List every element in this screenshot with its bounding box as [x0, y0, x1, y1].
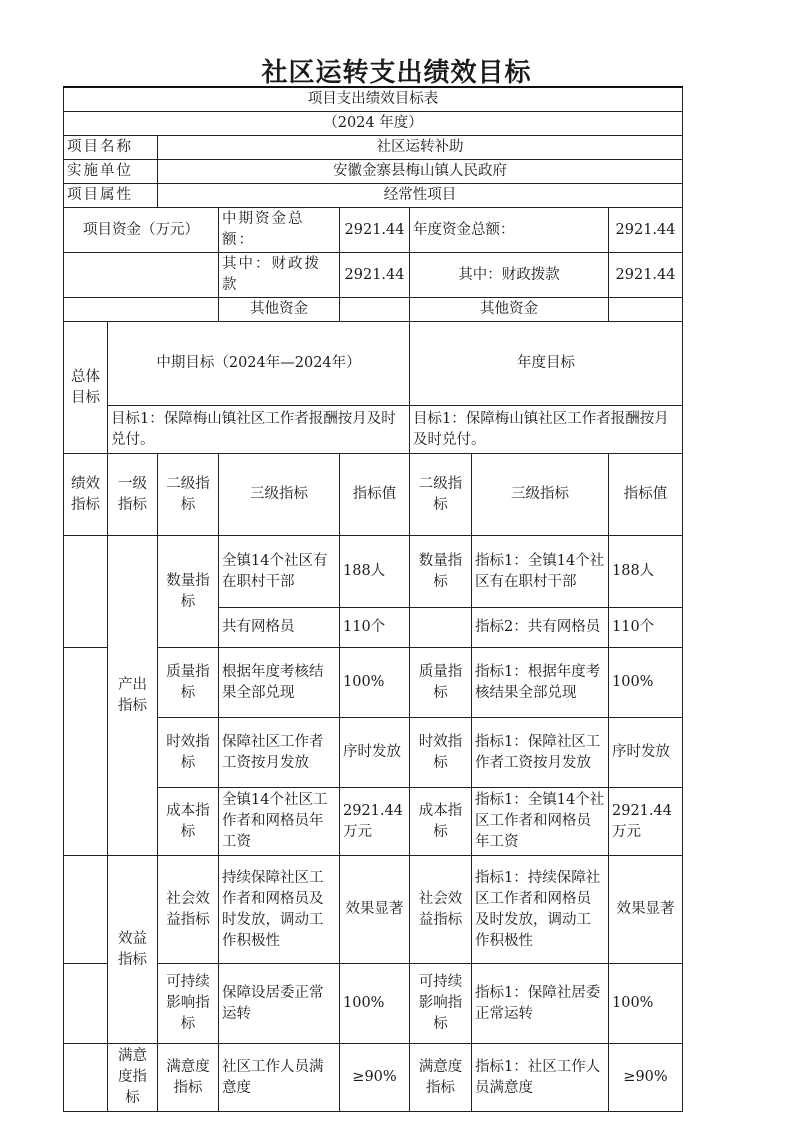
indicator-header-row: [64, 454, 683, 536]
quantity-a-l3: 全镇14个社区有在职村干部: [219, 536, 340, 608]
project-name-row: [64, 136, 683, 160]
quality-y3: 指标1：根据年度考核结果全部兑现: [472, 648, 609, 718]
funds-fiscal-row: [64, 253, 683, 298]
value-header: 指标值: [340, 454, 410, 536]
output-level1: 产出指标: [108, 536, 158, 856]
timeliness-y3: 指标1：保障社区工作者工资按月发放: [472, 718, 609, 788]
table-row: [64, 1044, 683, 1112]
sustain-l3: 保障设居委正常运转: [219, 964, 340, 1044]
year-goal-text: 目标1：保障梅山镇社区工作者报酬按月及时兑付。: [410, 406, 683, 454]
blank-cell: [64, 1044, 108, 1112]
sustain-value: 100%: [340, 964, 410, 1044]
satisfy-yvalue: ≥90%: [609, 1044, 683, 1112]
project-name-value: 社区运转补助: [158, 136, 683, 160]
unit-value: 安徽金寨县梅山镇人民政府: [158, 160, 683, 184]
mid-total-value: 2921.44: [340, 208, 410, 253]
quantity-l2-year: 数量指标: [410, 536, 472, 608]
value-header-year: 指标值: [609, 454, 683, 536]
blank-cell: [64, 536, 108, 648]
level2-header: 二级指标: [158, 454, 219, 536]
blank-cell: [64, 648, 108, 856]
perf-indicator-label: 绩效指标: [64, 454, 108, 536]
blank-cell: [64, 964, 108, 1044]
unit-label: 实施单位: [64, 160, 158, 184]
timeliness-yvalue: 序时发放: [609, 718, 683, 788]
sustain-yvalue: 100%: [609, 964, 683, 1044]
quality-yvalue: 100%: [609, 648, 683, 718]
satisfy-l3: 社区工作人员满意度: [219, 1044, 340, 1112]
attr-value: 经常性项目: [158, 184, 683, 208]
social-l3: 持续保障社区工作者和网格员及时发放，调动工作积极性: [219, 856, 340, 964]
year-other-label: 其他资金: [410, 298, 609, 322]
project-name-label: 项目名称: [64, 136, 158, 160]
satisfy-y3: 指标1：社区工作人员满意度: [472, 1044, 609, 1112]
attr-label: 项目属性: [64, 184, 158, 208]
year-goal-header: 年度目标: [410, 322, 683, 406]
year-other-value: [609, 298, 683, 322]
cost-yvalue: 2921.44万元: [609, 788, 683, 856]
year-label: （2024 年度）: [64, 112, 683, 136]
mid-fiscal-label: 其中：财政拨款: [219, 253, 340, 298]
quality-l3: 根据年度考核结果全部兑现: [219, 648, 340, 718]
funds-total-row: [64, 208, 683, 253]
mid-total-label: 中期资金总额：: [219, 208, 340, 253]
unit-row: [64, 160, 683, 184]
timeliness-value: 序时发放: [340, 718, 410, 788]
cost-l2: 成本指标: [158, 788, 219, 856]
table-title: 项目支出绩效目标表: [64, 87, 683, 112]
level2-header-year: 二级指标: [410, 454, 472, 536]
funds-other-row: [64, 298, 683, 322]
satisfy-l2: 满意度指标: [158, 1044, 219, 1112]
social-l2-year: 社会效益指标: [410, 856, 472, 964]
social-yvalue: 效果显著: [609, 856, 683, 964]
goal-text-row: [64, 406, 683, 454]
sustain-l2-year: 可持续影响指标: [410, 964, 472, 1044]
quality-l2-year: 质量指标: [410, 648, 472, 718]
year-total-value: 2921.44: [609, 208, 683, 253]
quantity-b-yvalue: 110个: [609, 608, 683, 648]
level3-header-year: 三级指标: [472, 454, 609, 536]
cost-value: 2921.44万元: [340, 788, 410, 856]
mid-goal-header: 中期目标（2024年—2024年）: [108, 322, 410, 406]
timeliness-l3: 保障社区工作者工资按月发放: [219, 718, 340, 788]
social-value: 效果显著: [340, 856, 410, 964]
blank-cell: [410, 608, 472, 648]
quantity-b-y3: 指标2：共有网格员: [472, 608, 609, 648]
satisfy-value: ≥90%: [340, 1044, 410, 1112]
cost-l3: 全镇14个社区工作者和网格员年工资: [219, 788, 340, 856]
goal-header-row: [64, 322, 683, 406]
quantity-a-yvalue: 188人: [609, 536, 683, 608]
year-fiscal-label: 其中：财政拨款: [410, 253, 609, 298]
funds-blank-cell-2: [64, 298, 219, 322]
year-fiscal-value: 2921.44: [609, 253, 683, 298]
quantity-b-value: 110个: [340, 608, 410, 648]
table-row: [64, 536, 683, 608]
overall-goal-label: 总体目标: [64, 322, 108, 454]
cost-y3: 指标1：全镇14个社区工作者和网格员年工资: [472, 788, 609, 856]
satisfaction-level1: 满意度指标: [108, 1044, 158, 1112]
page-title: 社区运转支出绩效目标: [261, 58, 532, 88]
level1-header: 一级指标: [108, 454, 158, 536]
mid-other-label: 其他资金: [219, 298, 340, 322]
table-row: [64, 856, 683, 964]
social-l2: 社会效益指标: [158, 856, 219, 964]
sustain-l2: 可持续影响指标: [158, 964, 219, 1044]
satisfy-l2-year: 满意度指标: [410, 1044, 472, 1112]
sustain-y3: 指标1：保障社居委正常运转: [472, 964, 609, 1044]
quantity-b-l3: 共有网格员: [219, 608, 340, 648]
mid-other-value: [340, 298, 410, 322]
blank-cell: [64, 856, 108, 964]
funds-label: 项目资金（万元）: [64, 208, 219, 253]
level3-header: 三级指标: [219, 454, 340, 536]
social-y3: 指标1：持续保障社区工作者和网格员及时发放，调动工作积极性: [472, 856, 609, 964]
year-row: [64, 112, 683, 136]
cost-l2-year: 成本指标: [410, 788, 472, 856]
benefit-level1: 效益指标: [108, 856, 158, 1044]
mid-goal-text: 目标1：保障梅山镇社区工作者报酬按月及时兑付。: [108, 406, 410, 454]
timeliness-l2: 时效指标: [158, 718, 219, 788]
quality-value: 100%: [340, 648, 410, 718]
mid-fiscal-value: 2921.44: [340, 253, 410, 298]
performance-target-table: [63, 86, 683, 1112]
quality-l2: 质量指标: [158, 648, 219, 718]
table-title-row: [64, 87, 683, 112]
quantity-l2: 数量指标: [158, 536, 219, 648]
quantity-a-y3: 指标1：全镇14个社区有在职村干部: [472, 536, 609, 608]
quantity-a-value: 188人: [340, 536, 410, 608]
timeliness-l2-year: 时效指标: [410, 718, 472, 788]
year-total-label: 年度资金总额：: [410, 208, 609, 253]
attr-row: [64, 184, 683, 208]
funds-blank-cell: [64, 253, 219, 298]
